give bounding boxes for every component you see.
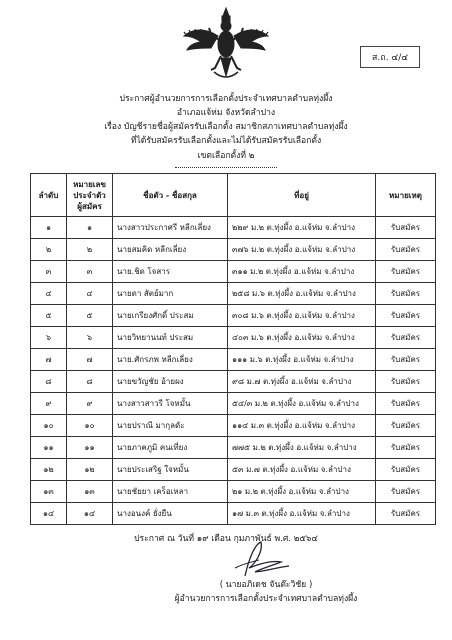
cell-candidate-name: นายปราณี มากุลดัะ bbox=[113, 415, 228, 437]
table-row bbox=[31, 481, 436, 503]
cell-address: ๕๔/๓ ม.๒ ต.ทุ่งผึ้ง อ.แจ้ห่ม จ.ลำปาง bbox=[228, 393, 376, 415]
cell-applicant-number: ๘ bbox=[67, 371, 113, 393]
subject-detail-line: ที่ได้รับสมัครรับเลือกตั้งและไม่ได้รับสมัครรับเลือกตั้ง bbox=[130, 136, 322, 146]
cell-applicant-number: ๔ bbox=[67, 283, 113, 305]
cell-remarks: รับสมัคร bbox=[376, 459, 436, 481]
cell-applicant-number: ๑๓ bbox=[67, 481, 113, 503]
cell-applicant-number: ๙ bbox=[67, 393, 113, 415]
cell-address: ๑๑๑ ม.๖ ต.ทุ่งผึ้ง อ.แจ้ห่ม จ.ลำปาง bbox=[228, 349, 376, 371]
cell-candidate-name: นายชัยยา เคร็อเหลา bbox=[113, 481, 228, 503]
cell-order: ๖ bbox=[31, 327, 67, 349]
column-header-address: ที่อยู่ bbox=[228, 174, 376, 217]
table-row bbox=[31, 371, 436, 393]
table-row bbox=[31, 283, 436, 305]
column-header-line: ประจำตัว bbox=[73, 190, 106, 200]
cell-candidate-name: นางอนงค์ ยั่งยืน bbox=[113, 503, 228, 525]
table-row bbox=[31, 217, 436, 239]
table-row bbox=[31, 415, 436, 437]
cell-order: ๙ bbox=[31, 393, 67, 415]
announcement-title: ประกาศผู้อำนวยการการเลือกตั้งประจำเทศบาลตำบลทุ่งผึ้ง bbox=[119, 94, 333, 104]
table-row bbox=[31, 239, 436, 261]
cell-applicant-number: ๑๒ bbox=[67, 459, 113, 481]
cell-remarks: รับสมัคร bbox=[376, 371, 436, 393]
cell-applicant-number: ๖ bbox=[67, 327, 113, 349]
cell-address: ๔๐๓ ม.๖ ต.ทุ่งผึ้ง อ.แจ้ห่ม จ.ลำปาง bbox=[228, 327, 376, 349]
cell-applicant-number: ๓ bbox=[67, 261, 113, 283]
cell-candidate-name: นางสาวประกาศรี หลีกเลี่ยง bbox=[113, 217, 228, 239]
cell-remarks: รับสมัคร bbox=[376, 327, 436, 349]
table-row bbox=[31, 437, 436, 459]
garuda-emblem-icon bbox=[181, 6, 271, 84]
cell-address: ๓๑๑ ม.๒ ต.ทุ่งผึ้ง อ.แจ้ห่ม จ.ลำปาง bbox=[228, 261, 376, 283]
cell-order: ๑ bbox=[31, 217, 67, 239]
cell-order: ๕ bbox=[31, 305, 67, 327]
cell-remarks: รับสมัคร bbox=[376, 415, 436, 437]
cell-order: ๔ bbox=[31, 283, 67, 305]
cell-address: ๒๕๘ ม.๖ ต.ทุ่งผึ้ง อ.แจ้ห่ม จ.ลำปาง bbox=[228, 283, 376, 305]
electoral-zone-line: เขตเลือกตั้งที่ ๒ bbox=[197, 151, 255, 161]
cell-candidate-name: นายวิทยานนท์ ประสม bbox=[113, 327, 228, 349]
cell-order: ๓ bbox=[31, 261, 67, 283]
cell-order: ๑๐ bbox=[31, 415, 67, 437]
cell-remarks: รับสมัคร bbox=[376, 437, 436, 459]
dotted-divider bbox=[175, 167, 277, 168]
signer-name: ( นายอภิเดช จันต๊ะวิชัย ) bbox=[219, 580, 313, 590]
district-line: อำเภอแจ้ห่ม จังหวัดลำปาง bbox=[176, 108, 276, 118]
table-row bbox=[31, 459, 436, 481]
cell-candidate-name: นายขวัญชัย อ้ายผง bbox=[113, 371, 228, 393]
cell-applicant-number: ๑๔ bbox=[67, 503, 113, 525]
cell-remarks: รับสมัคร bbox=[376, 283, 436, 305]
cell-address: ๓๐๘ ม.๖ ต.ทุ่งผึ้ง อ.แจ้ห่ม จ.ลำปาง bbox=[228, 305, 376, 327]
cell-order: ๒ bbox=[31, 239, 67, 261]
column-header-applicant-number bbox=[67, 174, 113, 217]
table-row bbox=[31, 327, 436, 349]
cell-remarks: รับสมัคร bbox=[376, 261, 436, 283]
announcement-date: ประกาศ ณ วันที่ ๑๙ เดือน กุมภาพันธ์ พ.ศ. ๒๕๖๔ bbox=[134, 534, 318, 544]
cell-candidate-name: นาย.ศักรภพ หลีกเลี่ยง bbox=[113, 349, 228, 371]
cell-order: ๗ bbox=[31, 349, 67, 371]
handwritten-signature bbox=[215, 538, 295, 578]
table-row bbox=[31, 305, 436, 327]
cell-candidate-name: นายสมคิด หลีกเลี่ยง bbox=[113, 239, 228, 261]
cell-applicant-number: ๑๐ bbox=[67, 415, 113, 437]
table-header-row bbox=[31, 174, 436, 217]
table-row bbox=[31, 349, 436, 371]
cell-address: ๙๘ ม.๗ ต.ทุ่งผึ้ง อ.แจ้ห่ม จ.ลำปาง bbox=[228, 371, 376, 393]
cell-applicant-number: ๕ bbox=[67, 305, 113, 327]
subject-line: เรื่อง บัญชีรายชื่อผู้สมัครรับเลือกตั้ง สมาชิกสภาเทศบาลตำบลทุ่งผึ้ง bbox=[104, 122, 348, 132]
cell-candidate-name: นายดา สัตย์มาก bbox=[113, 283, 228, 305]
cell-address: ๓๗๖ ม.๒ ต.ทุ่งผึ้ง อ.แจ้ห่ม จ.ลำปาง bbox=[228, 239, 376, 261]
cell-address: ๑๗ ม.๓ ต.ทุ่งผึ้ง อ.แจ้ห่ม จ.ลำปาง bbox=[228, 503, 376, 525]
column-header-line: หมายเลข bbox=[73, 179, 106, 189]
cell-order: ๑๑ bbox=[31, 437, 67, 459]
cell-remarks: รับสมัคร bbox=[376, 305, 436, 327]
cell-applicant-number: ๗ bbox=[67, 349, 113, 371]
cell-address: ๕๓ ม.๗ ต.ทุ่งผึ้ง อ.แจ้ห่ม จ.ลำปาง bbox=[228, 459, 376, 481]
cell-remarks: รับสมัคร bbox=[376, 503, 436, 525]
column-header-order: ลำดับ bbox=[31, 174, 67, 217]
cell-remarks: รับสมัคร bbox=[376, 481, 436, 503]
table-row bbox=[31, 261, 436, 283]
cell-candidate-name: นาย.ชิด โจสาร bbox=[113, 261, 228, 283]
cell-candidate-name: นายภาคภูมิ คนเที่ยง bbox=[113, 437, 228, 459]
cell-remarks: รับสมัคร bbox=[376, 393, 436, 415]
cell-address: ๒๑ ม.๒ ต.ทุ่งผึ้ง อ.แจ้ห่ม จ.ลำปาง bbox=[228, 481, 376, 503]
cell-remarks: รับสมัคร bbox=[376, 239, 436, 261]
table-row bbox=[31, 393, 436, 415]
candidate-table bbox=[30, 173, 436, 525]
cell-address: ๗๗๕ ม.๒ ต.ทุ่งผึ้ง อ.แจ้ห่ม จ.ลำปาง bbox=[228, 437, 376, 459]
cell-applicant-number: ๑ bbox=[67, 217, 113, 239]
cell-order: ๑๔ bbox=[31, 503, 67, 525]
column-header-line: ผู้สมัคร bbox=[77, 201, 102, 211]
form-code-box: ส.ถ. ๔/๔ bbox=[360, 46, 420, 68]
cell-order: ๑๒ bbox=[31, 459, 67, 481]
cell-candidate-name: นางสาวสาวรี โจหมั้น bbox=[113, 393, 228, 415]
cell-order: ๘ bbox=[31, 371, 67, 393]
table-row bbox=[31, 503, 436, 525]
cell-remarks: รับสมัคร bbox=[376, 217, 436, 239]
cell-applicant-number: ๒ bbox=[67, 239, 113, 261]
cell-remarks: รับสมัคร bbox=[376, 349, 436, 371]
cell-address: ๑๑๔ ม.๓ ต.ทุ่งผึ้ง อ.แจ้ห่ม จ.ลำปาง bbox=[228, 415, 376, 437]
signer-title: ผู้อำนวยการการเลือกตั้งประจำเทศบาลตำบลทุ่งผึ้ง bbox=[174, 594, 358, 604]
column-header-remarks: หมายเหตุ bbox=[376, 174, 436, 217]
cell-candidate-name: นายเกรียงศักดิ์ ประสม bbox=[113, 305, 228, 327]
cell-address: ๒๒๙ ม.๒ ต.ทุ่งผึ้ง อ.แจ้ห่ม จ.ลำปาง bbox=[228, 217, 376, 239]
column-header-name: ชื่อตัว - ชื่อสกุล bbox=[113, 174, 228, 217]
cell-order: ๑๓ bbox=[31, 481, 67, 503]
cell-candidate-name: นายประเสริฐ ใจหมั้น bbox=[113, 459, 228, 481]
cell-applicant-number: ๑๑ bbox=[67, 437, 113, 459]
